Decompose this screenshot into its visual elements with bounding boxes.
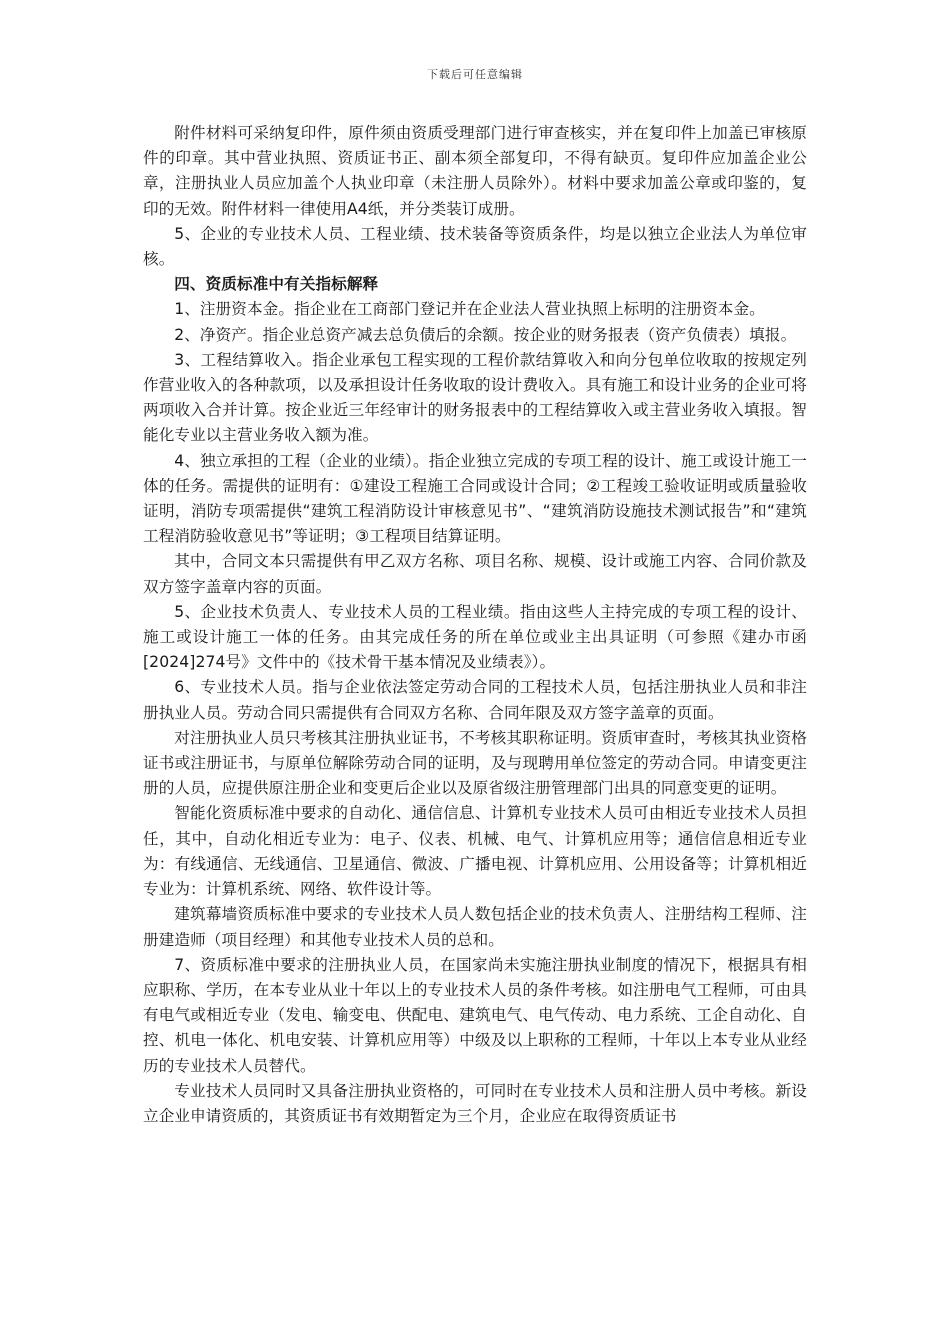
paragraph-dual-qualification: 专业技术人员同时又具备注册执业资格的，可同时在专业技术人员和注册人员中考核。新设立企业申请资质的，其资质证书有效期暂定为三个月，企业应在取得资质证书 xyxy=(143,1081,807,1125)
paragraph-item-7-registered-practitioners: 7、资质标准中要求的注册执业人员，在国家尚未实施注册执业制度的情况下，根据具有相应职称、学历，在本专业从业十年以上的专业技术人员的条件考核。如注册电气工程师，可由具有电气或相近专业（发电、输变电、供配电、建筑电气、电气传动、电力系统、工企自动化、自控、机电一体化、机电安装、计算机应用等）中级及以上职称的工程师，十年以上本专业从业经历的专业技术人员替代。 xyxy=(143,955,807,1075)
paragraph-registered-staff-certificates: 对注册执业人员只考核其注册执业证书，不考核其职称证明。资质审查时，考核其执业资格证书或注册证书，与原单位解除劳动合同的证明，及与现聘用单位签定的劳动合同。申请变更注册的人员，应提供原注册企业和变更后企业以及原省级注册管理部门出具的同意变更的证明。 xyxy=(143,728,807,798)
paragraph-item-4-independent-projects: 4、独立承担的工程（企业的业绩）。指企业独立完成的专项工程的设计、施工或设计施工一体的任务。需提供的证明有：①建设工程施工合同或设计合同；②工程竣工验收证明或质量验收证明，消防专项需提供“建筑工程消防设计审核意见书”、“建筑消防设施技术测试报告”和“建筑工程消防验收意见书”等证明；③工程项目结算证明。 xyxy=(143,451,807,546)
paragraph-intelligent-qualification: 智能化资质标准中要求的自动化、通信信息、计算机专业技术人员可由相近专业技术人员担任，其中，自动化相近专业为：电子、仪表、机械、电气、计算机应用等；通信信息相近专业为：有线通信、无线通信、卫星通信、微波、广播电视、计算机应用、公用设备等；计算机相近专业为：计算机系统、网络、软件设计等。 xyxy=(143,804,807,899)
paragraph-item-5-independent-legal-entity: 5、企业的专业技术人员、工程业绩、技术装备等资质条件，均是以独立企业法人为单位审核。 xyxy=(143,224,807,269)
paragraph-item-6-professional-staff: 6、专业技术人员。指与企业依法签定劳动合同的工程技术人员，包括注册执业人员和非注册执业人员。劳动合同只需提供有合同双方名称、合同年限及双方签字盖章的页面。 xyxy=(143,678,807,722)
paragraph-contract-text: 其中，合同文本只需提供有甲乙双方名称、项目名称、规模、设计或施工内容、合同价款及双方签字盖章内容的页面。 xyxy=(143,552,807,596)
paragraph-curtain-wall-qualification: 建筑幕墙资质标准中要求的专业技术人员人数包括企业的技术负责人、注册结构工程师、注册建造师（项目经理）和其他专业技术人员的总和。 xyxy=(143,905,807,949)
paragraph-item-2-net-assets: 2、净资产。指企业总资产减去总负债后的余额。按企业的财务报表（资产负债表）填报。 xyxy=(174,325,797,344)
paragraph-item-3-settlement-income: 3、工程结算收入。指企业承包工程实现的工程价款结算收入和向分包单位收取的按规定列作营业收入的各种款项，以及承担设计任务收取的设计费收入。具有施工和设计业务的企业可将两项收入合并计算。按企业近三年经审计的财务报表中的工程结算收入或主营业务收入填报。智能化专业以主营业务收入额为准。 xyxy=(143,350,807,445)
paragraph-attachment-materials: 附件材料可采纳复印件，原件须由资质受理部门进行审查核实，并在复印件上加盖已审核原件的印章。其中营业执照、资质证书正、副本须全部复印，不得有缺页。复印件应加盖企业公章，注册执业人员应加盖个人执业印章（未注册人员除外）。材料中要求加盖公章或印鉴的，复印的无效。附件材料一律使用A4纸，并分类装订成册。 xyxy=(143,124,807,218)
paragraph-item-5-technical-staff-performance: 5、企业技术负责人、专业技术人员的工程业绩。指由这些人主持完成的专项工程的设计、施工或设计施工一体的任务。由其完成任务的所在单位或业主出具证明（可参照《建办市函[2024]274号》文件中的《技术骨干基本情况及业绩表》）。 xyxy=(143,602,807,672)
page-header: 下载后可任意编辑 xyxy=(427,68,523,81)
section-heading-indicator-explanation: 四、资质标准中有关指标解释 xyxy=(174,275,379,294)
document-body xyxy=(143,121,807,1129)
paragraph-item-1-registered-capital: 1、注册资本金。指企业在工商部门登记并在企业法人营业执照上标明的注册资本金。 xyxy=(174,300,765,319)
